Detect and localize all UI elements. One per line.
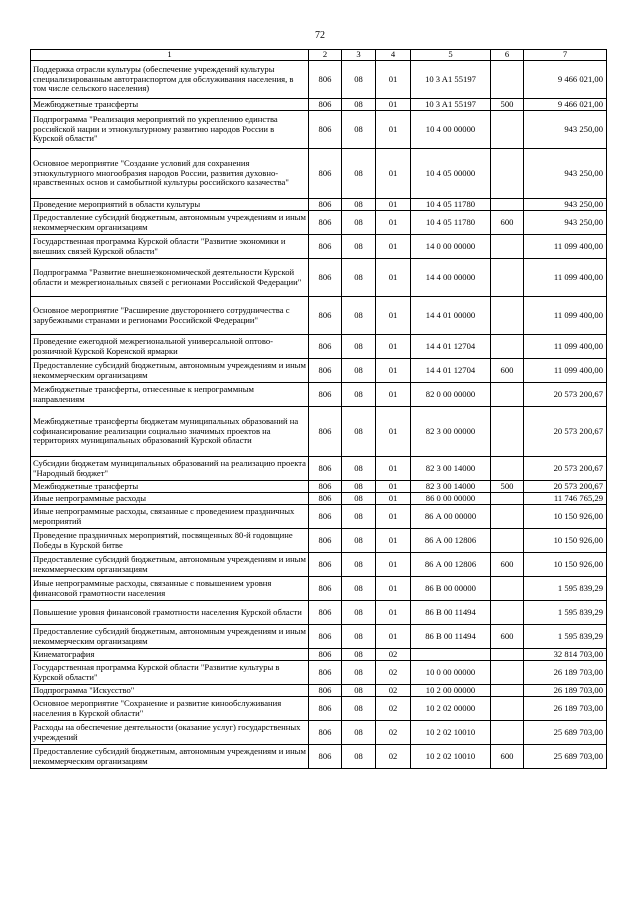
table-row (31, 493, 607, 505)
row-expense-type-cell (491, 61, 524, 99)
table-row (31, 553, 607, 577)
row-expense-type-cell (491, 149, 524, 199)
row-amount-cell: 20 573 200,67 (524, 407, 607, 457)
row-section-cell: 08 (342, 577, 376, 601)
row-expense-type-cell: 600 (491, 745, 524, 769)
row-name-cell: Предоставление субсидий бюджетным, автономным учреждениям и иным некоммерческим организациям (31, 359, 309, 383)
row-target-article-cell: 82 3 00 14000 (411, 481, 491, 493)
row-admin-code-cell: 806 (309, 149, 342, 199)
row-target-article-cell: 10 2 02 10010 (411, 745, 491, 769)
col-header: 1 (31, 50, 309, 61)
row-admin-code-cell: 806 (309, 601, 342, 625)
row-target-article-cell: 86 В 00 11494 (411, 601, 491, 625)
row-section-cell: 08 (342, 199, 376, 211)
row-section-cell: 08 (342, 553, 376, 577)
row-section-cell: 08 (342, 481, 376, 493)
table-row (31, 335, 607, 359)
col-header: 7 (524, 50, 607, 61)
row-target-article-cell: 10 2 00 00000 (411, 685, 491, 697)
row-name-cell: Предоставление субсидий бюджетным, автономным учреждениям и иным некоммерческим организациям (31, 625, 309, 649)
row-name-cell: Основное мероприятие "Сохранение и развитие кинообслуживания населения в Курской области" (31, 697, 309, 721)
row-expense-type-cell: 500 (491, 99, 524, 111)
row-subsection-cell: 01 (376, 577, 411, 601)
row-name-cell: Межбюджетные трансферты (31, 99, 309, 111)
row-admin-code-cell: 806 (309, 111, 342, 149)
row-amount-cell: 10 150 926,00 (524, 553, 607, 577)
table-row (31, 211, 607, 235)
row-target-article-cell: 10 4 05 11780 (411, 211, 491, 235)
row-admin-code-cell: 806 (309, 259, 342, 297)
row-name-cell: Межбюджетные трансферты, отнесенные к непрограммным направлениям (31, 383, 309, 407)
row-section-cell: 08 (342, 625, 376, 649)
row-amount-cell: 11 099 400,00 (524, 297, 607, 335)
table-row (31, 149, 607, 199)
col-header: 4 (376, 50, 411, 61)
row-subsection-cell: 01 (376, 481, 411, 493)
row-section-cell: 08 (342, 493, 376, 505)
row-amount-cell: 25 689 703,00 (524, 745, 607, 769)
row-admin-code-cell: 806 (309, 721, 342, 745)
table-row (31, 111, 607, 149)
row-expense-type-cell: 500 (491, 481, 524, 493)
table-row (31, 529, 607, 553)
row-target-article-cell: 86 А 00 00000 (411, 505, 491, 529)
row-amount-cell: 20 573 200,67 (524, 457, 607, 481)
row-expense-type-cell (491, 601, 524, 625)
row-amount-cell: 11 099 400,00 (524, 235, 607, 259)
row-name-cell: Иные непрограммные расходы, связанные с повышением уровня финансовой грамотности населения (31, 577, 309, 601)
row-admin-code-cell: 806 (309, 297, 342, 335)
row-amount-cell: 26 189 703,00 (524, 661, 607, 685)
row-section-cell: 08 (342, 235, 376, 259)
table-row (31, 601, 607, 625)
row-admin-code-cell: 806 (309, 383, 342, 407)
table-row (31, 407, 607, 457)
table-row (31, 199, 607, 211)
row-admin-code-cell: 806 (309, 529, 342, 553)
table-row (31, 625, 607, 649)
col-header: 5 (411, 50, 491, 61)
row-section-cell: 08 (342, 111, 376, 149)
row-section-cell: 08 (342, 359, 376, 383)
row-subsection-cell: 02 (376, 649, 411, 661)
row-subsection-cell: 01 (376, 625, 411, 649)
row-section-cell: 08 (342, 99, 376, 111)
row-target-article-cell: 14 4 01 12704 (411, 335, 491, 359)
table-row (31, 259, 607, 297)
row-subsection-cell: 01 (376, 61, 411, 99)
row-name-cell: Подпрограмма "Искусство" (31, 685, 309, 697)
row-target-article-cell: 10 2 02 10010 (411, 721, 491, 745)
row-target-article-cell: 86 0 00 00000 (411, 493, 491, 505)
col-header: 2 (309, 50, 342, 61)
header-row (31, 50, 607, 61)
row-subsection-cell: 01 (376, 493, 411, 505)
row-section-cell: 08 (342, 407, 376, 457)
row-target-article-cell: 10 3 A1 55197 (411, 99, 491, 111)
row-section-cell: 08 (342, 335, 376, 359)
row-name-cell: Кинематография (31, 649, 309, 661)
row-admin-code-cell: 806 (309, 661, 342, 685)
row-target-article-cell: 10 4 00 00000 (411, 111, 491, 149)
row-expense-type-cell (491, 235, 524, 259)
table-row (31, 359, 607, 383)
row-amount-cell: 11 099 400,00 (524, 259, 607, 297)
row-expense-type-cell (491, 685, 524, 697)
row-expense-type-cell (491, 529, 524, 553)
row-amount-cell: 11 099 400,00 (524, 335, 607, 359)
row-target-article-cell: 86 В 00 11494 (411, 625, 491, 649)
row-target-article-cell: 10 2 02 00000 (411, 697, 491, 721)
row-admin-code-cell: 806 (309, 99, 342, 111)
row-section-cell: 08 (342, 383, 376, 407)
row-admin-code-cell: 806 (309, 745, 342, 769)
row-expense-type-cell (491, 577, 524, 601)
row-amount-cell: 32 814 703,00 (524, 649, 607, 661)
row-name-cell: Межбюджетные трансферты (31, 481, 309, 493)
row-section-cell: 08 (342, 259, 376, 297)
row-subsection-cell: 02 (376, 745, 411, 769)
row-admin-code-cell: 806 (309, 697, 342, 721)
row-section-cell: 08 (342, 649, 376, 661)
row-name-cell: Иные непрограммные расходы (31, 493, 309, 505)
row-admin-code-cell: 806 (309, 61, 342, 99)
row-expense-type-cell (491, 661, 524, 685)
row-section-cell: 08 (342, 211, 376, 235)
row-admin-code-cell: 806 (309, 577, 342, 601)
row-expense-type-cell: 600 (491, 625, 524, 649)
row-subsection-cell: 01 (376, 211, 411, 235)
row-subsection-cell: 01 (376, 383, 411, 407)
row-amount-cell: 20 573 200,67 (524, 481, 607, 493)
row-amount-cell: 943 250,00 (524, 211, 607, 235)
row-subsection-cell: 01 (376, 297, 411, 335)
row-target-article-cell: 10 4 05 00000 (411, 149, 491, 199)
row-name-cell: Субсидии бюджетам муниципальных образований на реализацию проекта "Народный бюджет" (31, 457, 309, 481)
row-expense-type-cell (491, 407, 524, 457)
row-name-cell: Предоставление субсидий бюджетным, автономным учреждениям и иным некоммерческим организациям (31, 211, 309, 235)
row-expense-type-cell (491, 259, 524, 297)
table-row (31, 235, 607, 259)
table-row (31, 745, 607, 769)
table-row (31, 505, 607, 529)
row-amount-cell: 1 595 839,29 (524, 625, 607, 649)
row-target-article-cell: 10 3 A1 55197 (411, 61, 491, 99)
row-name-cell: Проведение ежегодной межрегиональной универсальной оптово-розничной Курской Коренской ярмарки (31, 335, 309, 359)
row-name-cell: Повышение уровня финансовой грамотности населения Курской области (31, 601, 309, 625)
row-admin-code-cell: 806 (309, 685, 342, 697)
row-expense-type-cell (491, 697, 524, 721)
table-row (31, 577, 607, 601)
row-section-cell: 08 (342, 685, 376, 697)
row-amount-cell: 26 189 703,00 (524, 685, 607, 697)
row-target-article-cell: 86 А 00 12806 (411, 553, 491, 577)
row-target-article-cell: 14 4 00 00000 (411, 259, 491, 297)
row-subsection-cell: 01 (376, 407, 411, 457)
row-admin-code-cell: 806 (309, 493, 342, 505)
table-row (31, 297, 607, 335)
row-admin-code-cell: 806 (309, 335, 342, 359)
row-target-article-cell: 14 4 01 12704 (411, 359, 491, 383)
col-header: 6 (491, 50, 524, 61)
table-row (31, 383, 607, 407)
row-subsection-cell: 01 (376, 601, 411, 625)
row-admin-code-cell: 806 (309, 553, 342, 577)
row-name-cell: Государственная программа Курской области "Развитие экономики и внешних связей Курской области" (31, 235, 309, 259)
row-target-article-cell: 10 4 05 11780 (411, 199, 491, 211)
row-admin-code-cell: 806 (309, 625, 342, 649)
row-amount-cell: 11 746 765,29 (524, 493, 607, 505)
row-expense-type-cell (491, 505, 524, 529)
row-expense-type-cell (491, 335, 524, 359)
row-section-cell: 08 (342, 721, 376, 745)
row-expense-type-cell (491, 383, 524, 407)
row-expense-type-cell (491, 111, 524, 149)
table-row (31, 661, 607, 685)
row-amount-cell: 943 250,00 (524, 149, 607, 199)
row-name-cell: Межбюджетные трансферты бюджетам муниципальных образований на софинансирование реализации социально значимых проектов на территориях муниципальных образований Курской области (31, 407, 309, 457)
row-subsection-cell: 02 (376, 697, 411, 721)
row-amount-cell: 9 466 021,00 (524, 99, 607, 111)
row-name-cell: Государственная программа Курской области "Развитие культуры в Курской области" (31, 661, 309, 685)
table-row (31, 99, 607, 111)
row-name-cell: Предоставление субсидий бюджетным, автономным учреждениям и иным некоммерческим организациям (31, 553, 309, 577)
row-subsection-cell: 01 (376, 235, 411, 259)
row-section-cell: 08 (342, 61, 376, 99)
row-amount-cell: 943 250,00 (524, 111, 607, 149)
row-section-cell: 08 (342, 457, 376, 481)
row-expense-type-cell (491, 457, 524, 481)
row-amount-cell: 11 099 400,00 (524, 359, 607, 383)
row-target-article-cell: 14 0 00 00000 (411, 235, 491, 259)
row-subsection-cell: 01 (376, 99, 411, 111)
row-admin-code-cell: 806 (309, 505, 342, 529)
row-name-cell: Подпрограмма "Развитие внешнеэкономической деятельности Курской области и межрегиональных связей с регионами Российской Федерации" (31, 259, 309, 297)
row-subsection-cell: 01 (376, 149, 411, 199)
row-amount-cell: 10 150 926,00 (524, 505, 607, 529)
row-section-cell: 08 (342, 149, 376, 199)
row-subsection-cell: 01 (376, 199, 411, 211)
row-name-cell: Расходы на обеспечение деятельности (оказание услуг) государственных учреждений (31, 721, 309, 745)
row-name-cell: Основное мероприятие "Расширение двустороннего сотрудничества с зарубежными странами и регионами Российской Федерации" (31, 297, 309, 335)
row-subsection-cell: 01 (376, 553, 411, 577)
row-section-cell: 08 (342, 661, 376, 685)
row-subsection-cell: 01 (376, 359, 411, 383)
row-amount-cell: 1 595 839,29 (524, 601, 607, 625)
row-section-cell: 08 (342, 601, 376, 625)
row-expense-type-cell: 600 (491, 553, 524, 577)
row-expense-type-cell (491, 721, 524, 745)
row-expense-type-cell (491, 297, 524, 335)
row-name-cell: Поддержка отрасли культуры (обеспечение учреждений культуры специализированным автотранспортом для обслуживания населения, в том числе сельского населения) (31, 61, 309, 99)
row-target-article-cell: 10 0 00 00000 (411, 661, 491, 685)
row-amount-cell: 943 250,00 (524, 199, 607, 211)
page-number: 72 (315, 30, 325, 41)
row-amount-cell: 26 189 703,00 (524, 697, 607, 721)
row-section-cell: 08 (342, 505, 376, 529)
row-target-article-cell: 82 3 00 00000 (411, 407, 491, 457)
row-name-cell: Проведение мероприятий в области культуры (31, 199, 309, 211)
row-subsection-cell: 01 (376, 335, 411, 359)
row-admin-code-cell: 806 (309, 235, 342, 259)
row-expense-type-cell: 600 (491, 359, 524, 383)
row-amount-cell: 10 150 926,00 (524, 529, 607, 553)
row-expense-type-cell: 600 (491, 211, 524, 235)
row-subsection-cell: 02 (376, 685, 411, 697)
table-body (31, 61, 607, 769)
row-name-cell: Иные непрограммные расходы, связанные с проведением праздничных мероприятий (31, 505, 309, 529)
row-admin-code-cell: 806 (309, 199, 342, 211)
col-header: 3 (342, 50, 376, 61)
row-target-article-cell: 82 3 00 14000 (411, 457, 491, 481)
table-row (31, 61, 607, 99)
row-admin-code-cell: 806 (309, 649, 342, 661)
row-subsection-cell: 01 (376, 505, 411, 529)
row-subsection-cell: 02 (376, 661, 411, 685)
row-subsection-cell: 01 (376, 529, 411, 553)
row-subsection-cell: 01 (376, 259, 411, 297)
table-row (31, 481, 607, 493)
row-target-article-cell: 14 4 01 00000 (411, 297, 491, 335)
table-row (31, 685, 607, 697)
row-subsection-cell: 02 (376, 721, 411, 745)
row-section-cell: 08 (342, 529, 376, 553)
row-section-cell: 08 (342, 297, 376, 335)
row-target-article-cell: 86 В 00 00000 (411, 577, 491, 601)
row-admin-code-cell: 806 (309, 359, 342, 383)
row-target-article-cell (411, 649, 491, 661)
table-row (31, 721, 607, 745)
row-admin-code-cell: 806 (309, 407, 342, 457)
row-subsection-cell: 01 (376, 457, 411, 481)
row-target-article-cell: 82 0 00 00000 (411, 383, 491, 407)
row-section-cell: 08 (342, 745, 376, 769)
row-expense-type-cell (491, 493, 524, 505)
row-target-article-cell: 86 А 00 12806 (411, 529, 491, 553)
row-name-cell: Предоставление субсидий бюджетным, автономным учреждениям и иным некоммерческим организациям (31, 745, 309, 769)
row-admin-code-cell: 806 (309, 457, 342, 481)
row-admin-code-cell: 806 (309, 481, 342, 493)
row-subsection-cell: 01 (376, 111, 411, 149)
row-amount-cell: 20 573 200,67 (524, 383, 607, 407)
row-name-cell: Основное мероприятие "Создание условий для сохранения этнокультурного многообразия народов России, развития духовно-нравственных основ и самобытной культуры российского казачества" (31, 149, 309, 199)
row-expense-type-cell (491, 199, 524, 211)
row-amount-cell: 25 689 703,00 (524, 721, 607, 745)
budget-table (30, 49, 607, 769)
row-name-cell: Проведение праздничных мероприятий, посвященных 80-й годовщине Победы в Курской битве (31, 529, 309, 553)
table-row (31, 649, 607, 661)
row-name-cell: Подпрограмма "Реализация мероприятий по укреплению единства российской нации и этнокультурному развитию народов России в Курской области" (31, 111, 309, 149)
table-row (31, 697, 607, 721)
row-admin-code-cell: 806 (309, 211, 342, 235)
row-expense-type-cell (491, 649, 524, 661)
row-section-cell: 08 (342, 697, 376, 721)
table-row (31, 457, 607, 481)
row-amount-cell: 1 595 839,29 (524, 577, 607, 601)
row-amount-cell: 9 466 021,00 (524, 61, 607, 99)
